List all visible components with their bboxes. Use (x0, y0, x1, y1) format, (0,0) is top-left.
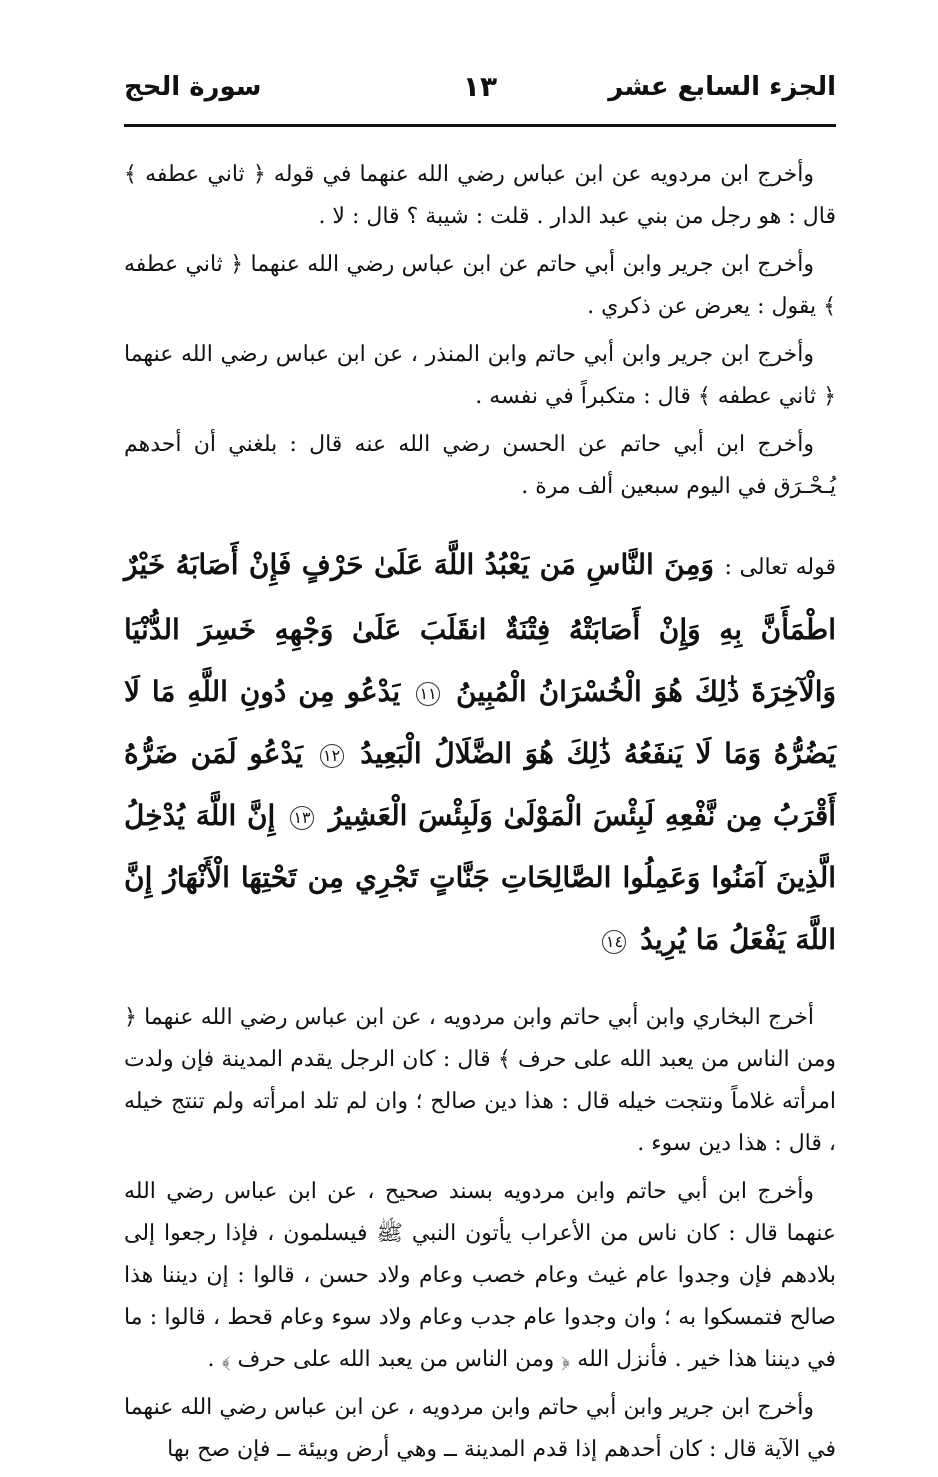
header-rule (124, 124, 836, 127)
verse-text: يَدْعُو مِن دُونِ اللَّهِ مَا لَا يَضُرُّهُ وَمَا لَا يَنفَعُهُ ذَٰلِكَ هُوَ الضَّلَالُ الْبَعِيدُ (124, 675, 836, 770)
paragraph: وأخرج ابن مردويه عن ابن عباس رضي الله عنهما في قوله ﴿ ثاني عطفه ﴾ قال : هو رجل من بني عبد الدار . قلت : شيبة ؟ قال : لا . (124, 162, 836, 229)
ayah-number-marker: ١١ (416, 682, 440, 706)
paragraph: وأخرج ابن جرير وابن أبي حاتم وابن مردويه ، عن ابن عباس رضي الله عنهما في الآية قال : كان أحدهم إذا قدم المدينة ــ وهي أرض وبيئة ــ فإن صح بها (124, 1395, 836, 1462)
page-content (124, 154, 836, 1477)
paragraph: وأخرج ابن أبي حاتم عن الحسن رضي الله عنه قال : بلغني أن أحدهم يُـحْـرَق في اليوم سبعين ألف مرة . (124, 432, 836, 499)
verse-intro: قوله تعالى : (724, 555, 837, 580)
quran-verse-block (124, 534, 836, 971)
paragraph: أخرج البخاري وابن أبي حاتم وابن مردويه ، عن ابن عباس رضي الله عنهما ﴿ ومن الناس من يعبد الله على حرف ﴾ قال : كان الرجل يقدم المدينة فإن ولدت امرأته غلاماً ونتجت خيله قال : هذا دين صالح ؛ وان لم تلد امرأته ولم تنتج خيله ، قال : هذا دين سوء . (124, 1005, 836, 1156)
ayah-number-marker: ١٣ (290, 806, 314, 830)
verse-text: إِنَّ اللَّهَ يُدْخِلُ الَّذِينَ آمَنُوا وَعَمِلُوا الصَّالِحَاتِ جَنَّاتٍ تَجْرِي مِن تَحْتِهَا الْأَنْهَارُ إِنَّ اللَّهَ يَفْعَلُ مَا يُرِيدُ (124, 799, 836, 956)
juz-title: الجزء السابع عشر (608, 72, 836, 102)
page-header (124, 62, 836, 124)
paragraph: وأخرج ابن أبي حاتم وابن مردويه بسند صحيح ، عن ابن عباس رضي الله عنهما قال : كان ناس من الأعراب يأتون النبي ﷺ فيسلمون ، فإذا رجعوا إلى بلادهم فإن وجدوا عام غيث وعام خصب وعام ولاد حسن ، قالوا : إن ديننا هذا صالح فتمسكوا به ؛ وان وجدوا عام جدب وعام ولاد سوء وعام قحط ، قالوا : ما في ديننا هذا خير . فأنزل الله ﴿ ومن الناس من يعبد الله على حرف ﴾ . (124, 1179, 836, 1372)
verse-text: وَمِنَ النَّاسِ مَن يَعْبُدُ اللَّهَ عَلَىٰ حَرْفٍ فَإِنْ أَصَابَهُ خَيْرٌ اطْمَأَنَّ بِهِ وَإِنْ أَصَابَتْهُ فِتْنَةٌ انقَلَبَ عَلَىٰ وَجْهِهِ خَسِرَ الدُّنْيَا وَالْآخِرَةَ ذَٰلِكَ هُوَ الْخُسْرَانُ الْمُبِينُ (124, 548, 837, 708)
verse-text: يَدْعُو لَمَن ضَرُّهُ أَقْرَبُ مِن نَّفْعِهِ لَبِئْسَ الْمَوْلَىٰ وَلَبِئْسَ الْعَشِيرُ (124, 737, 837, 832)
paragraph: وأخرج ابن جرير وابن أبي حاتم وابن المنذر ، عن ابن عباس رضي الله عنهما ﴿ ثاني عطفه ﴾ قال : متكبراً في نفسه . (124, 342, 836, 409)
paragraph: وأخرج ابن جرير وابن أبي حاتم عن ابن عباس رضي الله عنهما ﴿ ثاني عطفه ﴾ يقول : يعرض عن ذكري . (124, 252, 836, 319)
surah-title: سورة الحج (124, 72, 262, 102)
page-number: ١٣ (462, 70, 498, 103)
ayah-number-marker: ١٢ (320, 744, 344, 768)
ayah-number-marker: ١٤ (602, 930, 626, 954)
